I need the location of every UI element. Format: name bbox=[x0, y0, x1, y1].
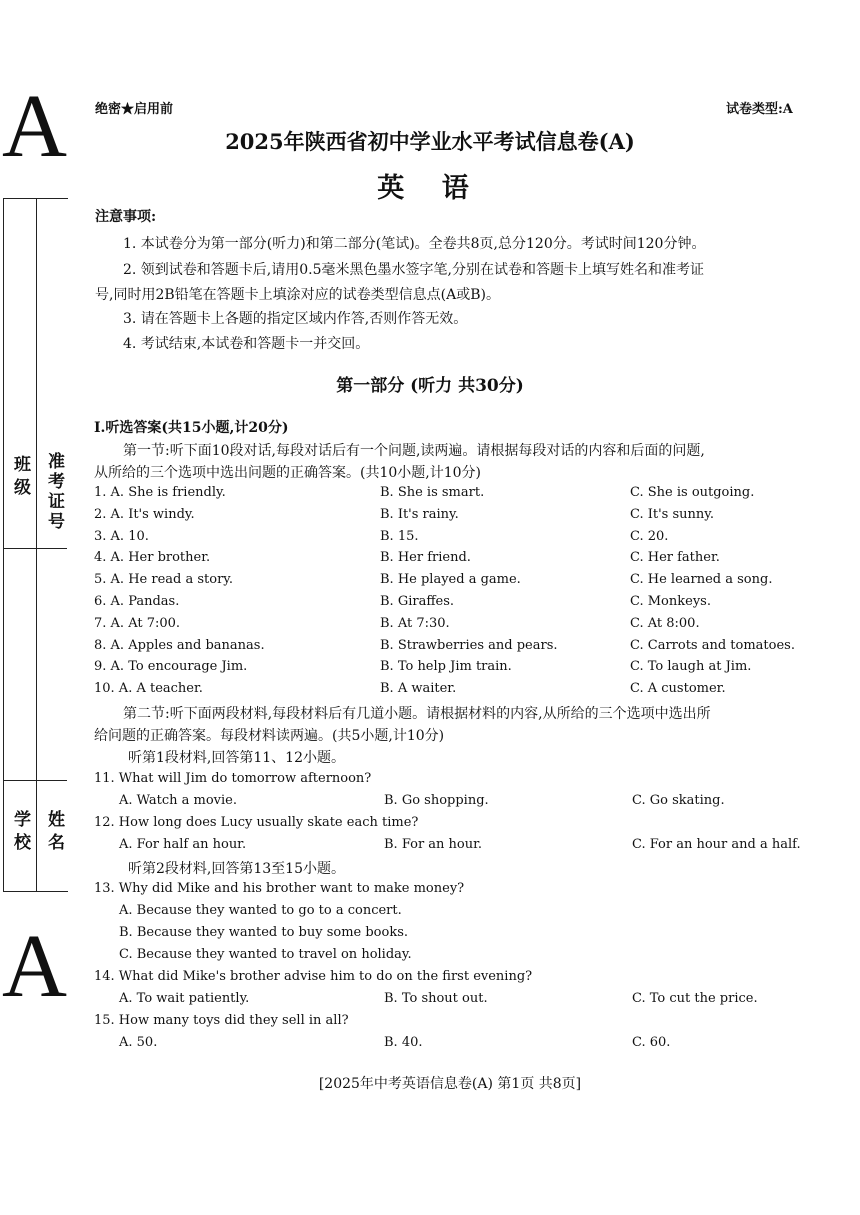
note-2-cont: 号,同时用2B铅笔在答题卡上填涂对应的试卷类型信息点(A或B)。 bbox=[95, 287, 500, 303]
q11-option-a: A. Watch a movie. bbox=[119, 793, 238, 808]
class-label: 班级 bbox=[10, 455, 30, 501]
part1-title: 第一部分 (听力 共30分) bbox=[336, 376, 524, 396]
q7-option-b: B. At 7:30. bbox=[380, 615, 450, 631]
sec2-intro-1: 第二节:听下面两段材料,每段材料后有几道小题。请根据材料的内容,从所给的三个选项中选出所 bbox=[123, 706, 711, 722]
q1-option-c: C. She is outgoing. bbox=[630, 485, 755, 500]
sec2-intro-2: 给问题的正确答案。每段材料读两遍。(共5小题,计10分) bbox=[94, 728, 445, 744]
material-2: 听第2段材料,回答第13至15小题。 bbox=[128, 861, 345, 877]
q8-option-c: C. Carrots and tomatoes. bbox=[630, 637, 795, 653]
q14-stem: 14. What did Mike's brother advise him to do on the first evening? bbox=[94, 969, 533, 984]
subject-title: 英 语 bbox=[377, 173, 483, 204]
q11-option-c: C. Go skating. bbox=[632, 793, 725, 808]
q15-option-c: C. 60. bbox=[632, 1035, 671, 1050]
q4-option-c: C. Her father. bbox=[630, 550, 720, 566]
exam-number-label: 准考证号 bbox=[44, 452, 64, 532]
confidential-mark: 绝密★启用前 bbox=[95, 102, 174, 117]
q15-stem: 15. How many toys did they sell in all? bbox=[94, 1013, 349, 1028]
q4-option-b: B. Her friend. bbox=[380, 550, 471, 566]
q2-option-b: B. It's rainy. bbox=[380, 506, 459, 522]
material-1: 听第1段材料,回答第11、12小题。 bbox=[128, 750, 345, 766]
sec1-intro-2: 从所给的三个选项中选出问题的正确答案。(共10小题,计10分) bbox=[94, 465, 482, 481]
notes-heading: 注意事项: bbox=[95, 209, 157, 225]
q5-option-c: C. He learned a song. bbox=[630, 572, 773, 588]
note-1: 1. 本试卷分为第一部分(听力)和第二部分(笔试)。全卷共8页,总分120分。考试时间120分钟。 bbox=[123, 236, 706, 252]
sec1-intro-1: 第一节:听下面10段对话,每段对话后有一个问题,读两遍。请根据每段对话的内容和后面的问题, bbox=[123, 443, 705, 459]
q9-option-b: B. To help Jim train. bbox=[380, 659, 512, 675]
school-label: 学校 bbox=[10, 810, 30, 856]
q13-stem: 13. Why did Mike and his brother want to make money? bbox=[94, 881, 465, 896]
q3-option-a: 3. A. 10. bbox=[94, 528, 149, 544]
q12-option-a: A. For half an hour. bbox=[119, 837, 247, 852]
q6-option-c: C. Monkeys. bbox=[630, 594, 711, 609]
q1-option-a: 1. A. She is friendly. bbox=[94, 485, 226, 500]
q5-option-b: B. He played a game. bbox=[380, 572, 521, 588]
q9-option-a: 9. A. To encourage Jim. bbox=[94, 659, 248, 675]
q7-option-c: C. At 8:00. bbox=[630, 615, 700, 631]
q4-option-a: 4. A. Her brother. bbox=[94, 550, 211, 566]
q14-option-b: B. To shout out. bbox=[384, 991, 488, 1006]
q12-stem: 12. How long does Lucy usually skate each time? bbox=[94, 815, 419, 830]
q11-stem: 11. What will Jim do tomorrow afternoon? bbox=[94, 771, 372, 786]
q5-option-a: 5. A. He read a story. bbox=[94, 572, 234, 588]
q12-option-c: C. For an hour and a half. bbox=[632, 837, 801, 852]
q1-option-b: B. She is smart. bbox=[380, 485, 485, 500]
section-title: Ⅰ.听选答案(共15小题,计20分) bbox=[94, 420, 289, 436]
q8-option-a: 8. A. Apples and bananas. bbox=[94, 637, 265, 653]
name-label: 姓名 bbox=[44, 810, 64, 856]
q11-option-b: B. Go shopping. bbox=[384, 793, 489, 808]
paper-type: 试卷类型:A bbox=[726, 102, 793, 117]
note-2: 2. 领到试卷和答题卡后,请用0.5毫米黑色墨水签字笔,分别在试卷和答题卡上填写姓名和准考证 bbox=[123, 262, 704, 278]
q13-option-a: A. Because they wanted to go to a concert. bbox=[119, 903, 402, 918]
note-3: 3. 请在答题卡上各题的指定区域内作答,否则作答无效。 bbox=[123, 311, 468, 327]
q2-option-c: C. It's sunny. bbox=[630, 506, 715, 522]
q12-option-b: B. For an hour. bbox=[384, 837, 483, 852]
big-letter-bottom: A bbox=[2, 917, 67, 1016]
q9-option-c: C. To laugh at Jim. bbox=[630, 659, 752, 675]
q6-option-b: B. Giraffes. bbox=[380, 594, 455, 609]
q14-option-a: A. To wait patiently. bbox=[119, 991, 250, 1006]
q14-option-c: C. To cut the price. bbox=[632, 991, 758, 1006]
big-letter-top: A bbox=[2, 77, 67, 176]
page-footer: [2025年中考英语信息卷(A) 第1页 共8页] bbox=[318, 1076, 582, 1092]
q13-option-b: B. Because they wanted to buy some books. bbox=[119, 925, 409, 940]
note-4: 4. 考试结束,本试卷和答题卡一并交回。 bbox=[123, 336, 370, 352]
q6-option-a: 6. A. Pandas. bbox=[94, 594, 180, 609]
q8-option-b: B. Strawberries and pears. bbox=[380, 637, 558, 653]
q10-option-b: B. A waiter. bbox=[380, 681, 457, 697]
q15-option-b: B. 40. bbox=[384, 1035, 423, 1050]
q3-option-b: B. 15. bbox=[380, 528, 419, 544]
q7-option-a: 7. A. At 7:00. bbox=[94, 615, 181, 631]
q10-option-c: C. A customer. bbox=[630, 681, 726, 697]
page-title: 2025年陕西省初中学业水平考试信息卷(A) bbox=[225, 129, 635, 154]
q15-option-a: A. 50. bbox=[119, 1035, 158, 1050]
q3-option-c: C. 20. bbox=[630, 528, 669, 544]
q10-option-a: 10. A. A teacher. bbox=[94, 681, 203, 697]
q2-option-a: 2. A. It's windy. bbox=[94, 506, 195, 522]
q13-option-c: C. Because they wanted to travel on holiday. bbox=[119, 947, 412, 962]
binding-margin-box bbox=[3, 198, 68, 892]
